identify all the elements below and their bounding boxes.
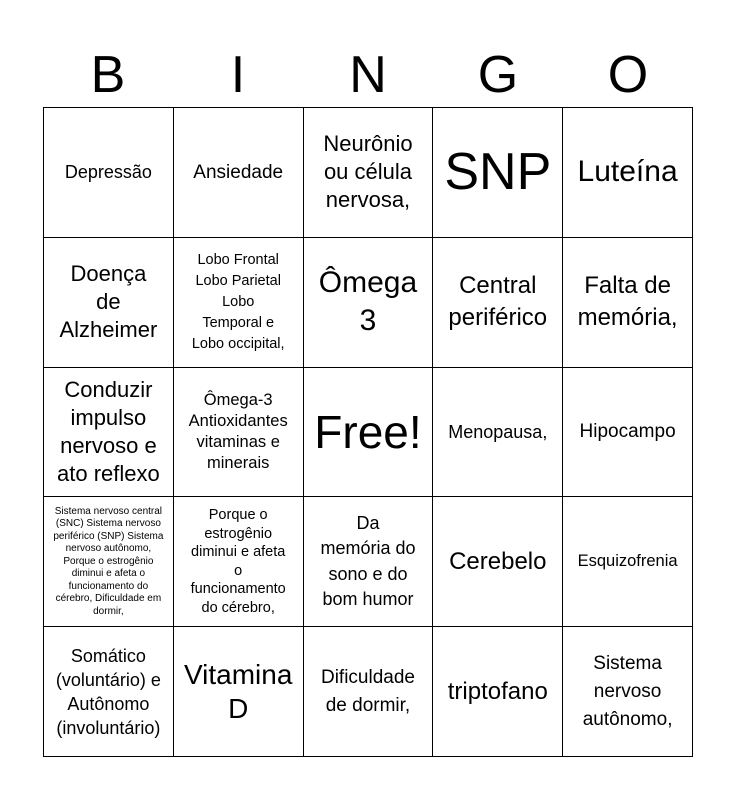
- cell-text: Da memória do sono e do bom humor: [320, 512, 416, 610]
- cell-text: Sistema nervoso autônomo,: [582, 652, 673, 730]
- bingo-cell[interactable]: [563, 627, 693, 757]
- cell-text: Neurônio ou célula nervosa,: [323, 131, 413, 213]
- cell-text: Luteína: [577, 155, 678, 189]
- bingo-cell[interactable]: [44, 627, 174, 757]
- cell-text: Depressão: [64, 162, 152, 183]
- cell-text: Ômega 3: [318, 266, 418, 338]
- cell-text: Dificuldade de dormir,: [320, 666, 415, 716]
- header-letter-n: N: [349, 46, 387, 104]
- cell-text: triptofano: [447, 677, 548, 705]
- bingo-cell[interactable]: [304, 627, 434, 757]
- bingo-cell[interactable]: [174, 627, 304, 757]
- bingo-cell[interactable]: [563, 497, 693, 627]
- header-letter-b: B: [90, 46, 126, 104]
- cell-text: Ômega-3 Antioxidantes vitaminas e minerais: [188, 390, 288, 472]
- bingo-cell[interactable]: [433, 108, 563, 238]
- cell-text: Free!: [314, 405, 422, 458]
- cell-text: Cerebelo: [449, 547, 547, 575]
- cell-text: Conduzir impulso nervoso e ato reflexo: [57, 376, 160, 486]
- bingo-cell[interactable]: [433, 627, 563, 757]
- bingo-cell[interactable]: [44, 108, 174, 238]
- bingo-cell[interactable]: [304, 497, 434, 627]
- bingo-cell[interactable]: [304, 108, 434, 238]
- cell-text: Vitamina D: [183, 658, 293, 724]
- bingo-cell[interactable]: [174, 368, 304, 498]
- bingo-cell[interactable]: [44, 368, 174, 498]
- bingo-cell[interactable]: [433, 238, 563, 368]
- bingo-cell[interactable]: [304, 238, 434, 368]
- bingo-cell[interactable]: [174, 108, 304, 238]
- header-letter-g: G: [477, 46, 519, 104]
- cell-text: Menopausa,: [448, 421, 548, 442]
- bingo-cell[interactable]: [44, 238, 174, 368]
- bingo-cell[interactable]: [174, 497, 304, 627]
- cell-text: Ansiedade: [193, 161, 284, 183]
- bingo-cell[interactable]: [304, 368, 434, 498]
- cell-text: Falta de memória,: [577, 272, 678, 332]
- bingo-cell[interactable]: [563, 368, 693, 498]
- bingo-cell[interactable]: [433, 368, 563, 498]
- bingo-cell[interactable]: [174, 238, 304, 368]
- cell-text: Somático (voluntário) e Autônomo (involuntário): [55, 645, 161, 738]
- cell-text: Lobo Frontal Lobo Parietal Lobo Temporal e Lobo occipital,: [191, 251, 285, 352]
- cell-text: Sistema nervoso central (SNC) Sistema nervoso periférico (SNP) Sistema nervoso autônomo, Porque o estrogênio diminui e afeta o funcionamento do cérebro, Dificuldade em dormir,: [53, 505, 164, 617]
- cell-text: Esquizofrenia: [577, 552, 678, 571]
- cell-text: Central periférico: [448, 272, 548, 332]
- cell-text: SNP: [444, 143, 552, 202]
- cell-text: Doença de Alzheimer: [59, 261, 158, 343]
- header-letter-i: I: [230, 46, 246, 104]
- bingo-card: [43, 107, 693, 757]
- bingo-cell[interactable]: [563, 108, 693, 238]
- cell-text: Hipocampo: [579, 421, 676, 443]
- cell-text: Porque o estrogênio diminui e afeta o funcionamento do cérebro,: [190, 507, 286, 616]
- bingo-cell[interactable]: [563, 238, 693, 368]
- header-letter-o: O: [607, 46, 649, 104]
- bingo-cell[interactable]: [44, 497, 174, 627]
- bingo-cell[interactable]: [433, 497, 563, 627]
- bingo-header: [43, 44, 693, 106]
